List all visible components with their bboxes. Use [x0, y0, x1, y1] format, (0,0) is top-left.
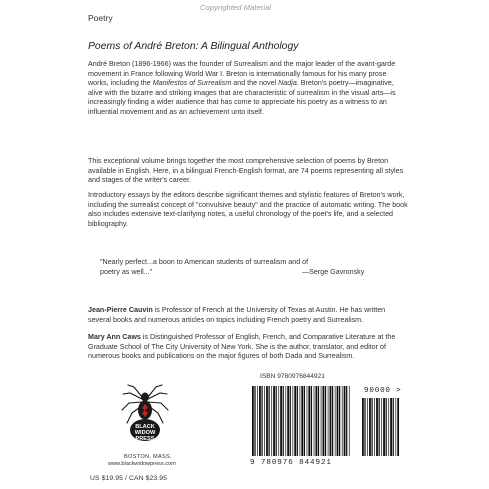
- barcode-bar: [364, 398, 365, 456]
- barcode-bar: [257, 386, 258, 456]
- barcode-bar: [337, 386, 339, 456]
- copyright-watermark: Copyrighted Material: [200, 3, 272, 12]
- barcode-bar: [379, 398, 380, 456]
- barcode-bar: [383, 398, 385, 456]
- barcode-bar: [264, 386, 265, 456]
- barcode-bar: [266, 386, 268, 456]
- barcode-bar: [276, 386, 277, 456]
- barcode-bar: [335, 386, 336, 456]
- barcode-bar: [328, 386, 329, 456]
- barcode-bar: [321, 386, 322, 456]
- svg-text:PRESS: PRESS: [135, 436, 155, 442]
- book-price: US $19.95 / CAN $23.95: [90, 475, 168, 482]
- barcode-bar: [376, 398, 378, 456]
- barcode-bar: [393, 398, 394, 456]
- editor-bio-caws-text: is Distinguished Professor of English, French, and Comparative Literature at the Graduate School of The City University of New York. She is the author, translator, and editor of numerous books and publications on the major figures of both Dada and Surrealism.: [88, 333, 396, 361]
- barcode-bar: [374, 398, 375, 456]
- isbn-label: ISBN 9780976844921: [260, 373, 325, 380]
- barcode-bar: [346, 386, 347, 456]
- barcode-bar: [304, 386, 305, 456]
- barcode-bar: [362, 398, 364, 456]
- barcode-bar: [290, 386, 291, 456]
- barcode-bar: [297, 386, 298, 456]
- category-label: Poetry: [88, 13, 113, 23]
- barcode-bar: [307, 386, 308, 456]
- barcode-bar: [332, 386, 333, 456]
- publisher-city: BOSTON, MASS.: [124, 454, 172, 460]
- editor-bio-caws: [88, 333, 408, 362]
- barcode-bar: [314, 386, 315, 456]
- quote-line-2: poetry as well...": [100, 267, 153, 276]
- barcode-bar: [339, 386, 340, 456]
- black-widow-press-logo: [120, 383, 170, 461]
- barcode-bar: [342, 386, 343, 456]
- p1-text-c: . Breton's poetry—imaginative, alive with the bizarre and striking images that are characteristic of surrealism in the visual arts—is increasingly finding a wider audience that has come to appreciate his poetry as a witness to an influential movement and as an achievement unto itself.: [88, 79, 396, 116]
- svg-text:WIDOW: WIDOW: [134, 430, 156, 436]
- barcode-bar: [395, 398, 396, 456]
- book-title: Poems of André Breton: A Bilingual Anthology: [88, 41, 299, 52]
- description-paragraph-3: Introductory essays by the editors describe significant themes and stylistic features of Breton's work, including the surrealist concept of "convulsive beauty" and the practice of automatic writing. The book also includes extensive text-clarifying notes, a useful chronology of the poet's life, and a selected bibliography.: [88, 191, 408, 228]
- barcode-bar: [293, 386, 294, 456]
- barcode-bar: [397, 398, 399, 456]
- barcode-bar: [318, 386, 319, 456]
- barcode-bar: [294, 386, 296, 456]
- barcode-bar: [283, 386, 284, 456]
- svg-text:BLACK: BLACK: [135, 424, 155, 430]
- barcode-bar: [252, 386, 254, 456]
- barcode-bar: [311, 386, 312, 456]
- publisher-website[interactable]: www.blackwidowpress.com: [108, 461, 176, 467]
- barcode-bar: [330, 386, 332, 456]
- barcode-bar: [381, 398, 382, 456]
- barcode-bar: [285, 386, 286, 456]
- barcode-bar: [371, 398, 372, 456]
- quote-line-1: "Nearly perfect...a boon to American students of surrealism and of: [100, 258, 309, 266]
- barcode-bar: [271, 386, 272, 456]
- barcode-bar: [301, 386, 303, 456]
- description-paragraph-2: This exceptional volume brings together the most comprehensive selection of poems by Breton available in English. Here, in a bilingual French-English format, are 74 poems representing all styles and stages of the writer's career.: [88, 157, 404, 185]
- p1-text-a: André Breton (1896-1966) was the founder of Surrealism and the major leader of the avant-garde movement in France following World War I. Breton is internationally famous for his many prose works, including the: [88, 60, 396, 88]
- barcode-bar: [278, 386, 279, 456]
- barcode-bar: [386, 398, 387, 456]
- barcode-bar: [280, 386, 282, 456]
- editor-name-caws: Mary Ann Caws: [88, 333, 141, 341]
- barcode-bar: [273, 386, 275, 456]
- editor-bio-cauvin-text: is Professor of French at the University of Texas at Austin. He has written several books and numerous articles on topics including French poetry and Surrealism.: [88, 306, 386, 324]
- barcode-bar: [308, 386, 310, 456]
- barcode-bar: [390, 398, 392, 456]
- p1-emph-nadja: Nadja: [278, 79, 297, 88]
- quote-attribution: —Serge Gavronsky: [302, 267, 365, 276]
- barcode-bar: [388, 398, 389, 456]
- barcode-bar: [349, 386, 350, 456]
- barcode-bar: [287, 386, 289, 456]
- barcode-price-code: 90000 >: [364, 387, 402, 395]
- p1-emph-manifestos: Manifestos of Surrealism: [152, 79, 232, 88]
- barcode-bar: [325, 386, 326, 456]
- editor-name-cauvin: Jean-Pierre Cauvin: [88, 306, 153, 314]
- p1-text-b: and the novel: [231, 79, 279, 88]
- barcode-bar: [344, 386, 346, 456]
- barcode-bar: [315, 386, 317, 456]
- barcode-ean-digits: 9 780976 844921: [250, 459, 332, 467]
- barcode-bar: [254, 386, 255, 456]
- barcode-bar: [367, 398, 368, 456]
- barcode-bar: [261, 386, 262, 456]
- description-paragraph-1: [88, 60, 408, 118]
- barcode-bar: [300, 386, 301, 456]
- barcode-bar: [269, 386, 270, 456]
- barcode-bar: [369, 398, 371, 456]
- barcode-bar: [323, 386, 325, 456]
- barcode-bar: [259, 386, 261, 456]
- editor-bio-cauvin: [88, 306, 408, 325]
